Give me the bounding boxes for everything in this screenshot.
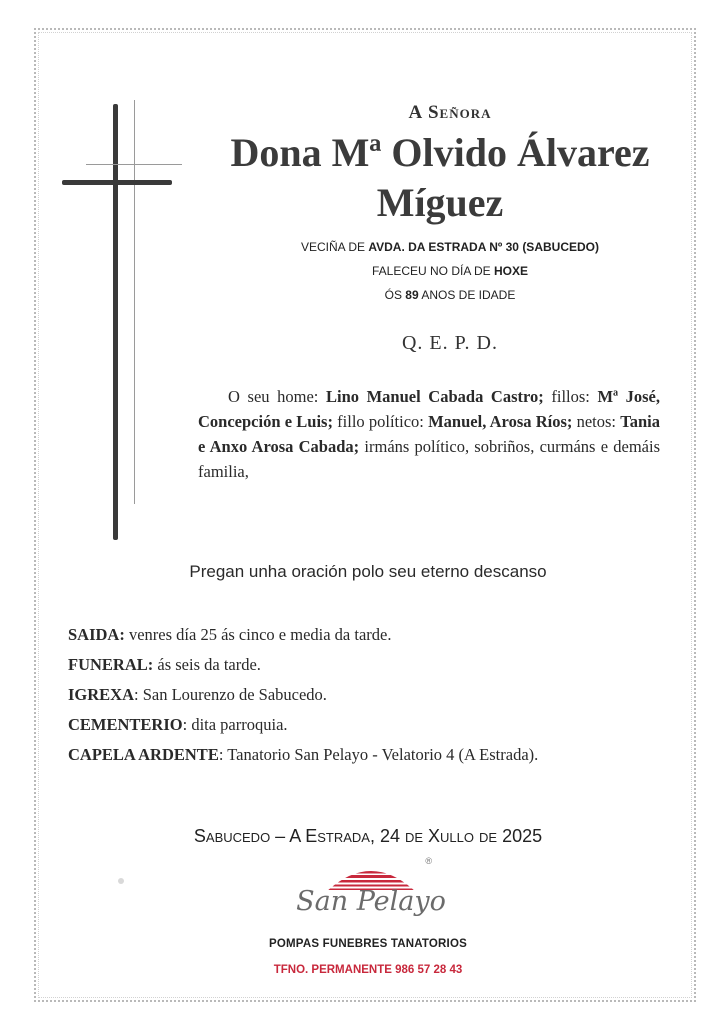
detail-text: : San Lourenzo de Sabucedo. [134,685,327,704]
age-prefix: ÓS [384,288,406,302]
honorific: A Señora [408,102,492,123]
family-text-3: fillo político: [332,412,429,431]
death-day-prefix: FALECEU NO DÍA DE [371,264,495,278]
registered-mark: ® [425,856,432,866]
deceased-name: Dona Mª Olvido Álvarez Míguez [230,130,650,225]
detail-row-cementerio [68,710,688,740]
detail-label: SAIDA: [68,625,125,644]
detail-row-igrexa [68,680,688,710]
death-day: HOXE [494,264,529,278]
logo-brand-text: San Pelayo [296,886,446,917]
prayer-line: Pregan unha oración polo seu eterno descanso [189,562,547,581]
death-day-line [200,264,700,278]
detail-row-funeral [68,650,688,680]
detail-text: ás seis da tarde. [153,655,261,674]
cross-horizontal-line [86,164,182,165]
family-text-2: fillos: [543,387,598,406]
detail-row-saida [68,620,688,650]
age-suffix: ANOS DE IDADE [418,288,516,302]
spouse-name: Lino Manuel Cabada Castro; [325,387,544,406]
detail-text: : Tanatorio San Pelayo - Velatorio 4 (A Estrada). [218,745,539,764]
cross-vertical-line [134,100,135,504]
phone-line: TFNO. PERMANENTE 986 57 28 43 [273,964,463,976]
family-paragraph [198,384,660,484]
age-value: 89 [405,288,419,302]
age-line [200,288,700,302]
detail-row-capela [68,740,688,770]
cross-vertical-bar [113,104,118,540]
detail-text: : dita parroquia. [182,715,288,734]
detail-label: IGREXA [68,685,135,704]
son-in-law-name: Manuel, Arosa Ríos; [428,412,573,431]
detail-label: FUNERAL: [68,655,154,674]
place-date-line: Sabucedo – A Estrada, 24 de Xullo de 2025 [193,826,543,846]
san-pelayo-logo [296,854,446,934]
scan-speck [118,878,124,884]
ceremony-details [68,620,688,770]
residence-address: AVDA. DA ESTRADA Nº 30 (SABUCEDO) [368,240,599,254]
qepd: Q. E. P. D. [401,332,498,354]
family-text-4: netos: [572,412,621,431]
grandchildren-names: Tania e Anxo Arosa Cabada; [198,412,660,456]
detail-label: CEMENTERIO [68,715,183,734]
family-text-5: irmáns político, sobriños, curmáns e demáis familia, [198,437,660,481]
cross-icon [56,96,186,546]
children-names: Mª José, Concepción e Luis; [198,387,660,431]
detail-text: venres día 25 ás cinco e media da tarde. [124,625,392,644]
detail-label: CAPELA ARDENTE [68,745,219,764]
cross-horizontal-bar [62,180,172,185]
residence-prefix: VECIÑA DE [301,240,369,254]
residence-line [200,240,700,254]
family-text-1: O seu home: [228,387,326,406]
services-line: POMPAS FUNEBRES TANATORIOS [269,938,467,950]
